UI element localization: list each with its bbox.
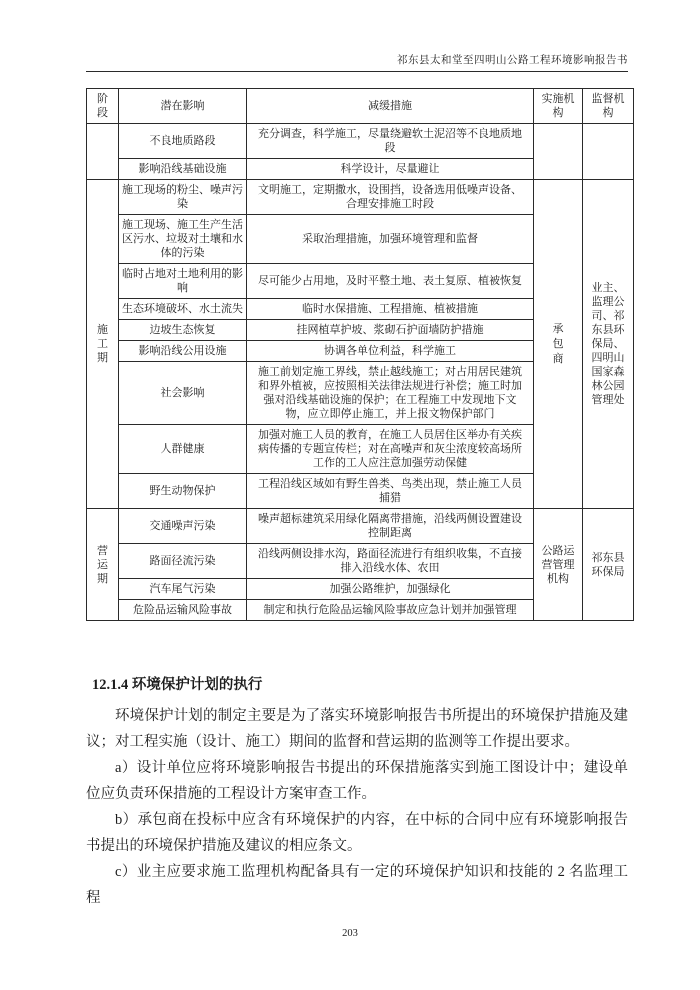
impact-cell: 汽车尾气污染: [119, 579, 247, 600]
measure-cell: 加强对施工人员的教育，在施工人员居住区举办有关疾病传播的专题宣传栏；对在高噪声和灰尘浓度较高场所工作的工人应注意加强劳动保健: [247, 425, 534, 474]
paragraph: 环境保护计划的制定主要是为了落实环境影响报告书所提出的环境保护措施及建议；对工程实施（设计、施工）期间的监督和营运期的监测等工作提出要求。: [86, 708, 628, 750]
column-header: 潜在影响: [119, 89, 247, 124]
impact-cell: 生态环境破坏、水土流失: [119, 299, 247, 320]
supervisor-cell: [583, 124, 634, 180]
impact-cell: 施工现场、施工生产生活区污水、垃圾对土壤和水体的污染: [119, 215, 247, 264]
measure-cell: 工程沿线区域如有野生兽类、鸟类出现，禁止施工人员捕猎: [247, 474, 534, 509]
phase-cell: 营运期: [87, 509, 119, 621]
measure-cell: 施工前划定施工界线，禁止越线施工；对占用居民建筑和界外植被，应按照相关法律法规进行补偿；施工时加强对沿线基础设施的保护；在工程施工中发现地下文物，应立即停止施工，并上报文物保护部门: [247, 362, 534, 425]
impact-cell: 路面径流污染: [119, 544, 247, 579]
phase-cell: 施工期: [87, 180, 119, 509]
paragraph: b）承包商在投标中应含有环境保护的内容，在中标的合同中应有环境影响报告书提出的环境保护措施及建议的相应条文。: [86, 812, 628, 854]
impact-cell: 边坡生态恢复: [119, 320, 247, 341]
measure-cell: 充分调查，科学施工，尽量绕避软土泥沼等不良地质地段: [247, 124, 534, 159]
column-header: 监督机构: [583, 89, 634, 124]
impact-mitigation-table: [86, 88, 634, 621]
measure-cell: 临时水保措施、工程措施、植被措施: [247, 299, 534, 320]
measure-cell: 协调各单位利益，科学施工: [247, 341, 534, 362]
impact-cell: 影响沿线公用设施: [119, 341, 247, 362]
table-row: [87, 180, 634, 215]
impact-cell: 危险品运输风险事故: [119, 600, 247, 621]
impact-cell: 社会影响: [119, 362, 247, 425]
header-row: [87, 89, 634, 124]
impact-cell: 交通噪声污染: [119, 509, 247, 544]
impact-cell: 施工现场的粉尘、噪声污染: [119, 180, 247, 215]
measure-cell: 尽可能少占用地，及时平整土地、表土复原、植被恢复: [247, 264, 534, 299]
implementer-label: 承包商: [552, 322, 564, 365]
impact-cell: 不良地质路段: [119, 124, 247, 159]
section-body: [86, 674, 628, 911]
table-head: [87, 89, 634, 124]
column-header: 阶段: [87, 89, 119, 124]
impact-cell: 人群健康: [119, 425, 247, 474]
column-header: 减缓措施: [247, 89, 534, 124]
measure-cell: 科学设计，尽量避让: [247, 159, 534, 180]
impact-cell: 影响沿线基础设施: [119, 159, 247, 180]
column-header: 实施机构: [534, 89, 583, 124]
implementer-cell: [534, 124, 583, 180]
impact-cell: 野生动物保护: [119, 474, 247, 509]
paragraph: a）设计单位应将环境影响报告书提出的环保措施落实到施工图设计中；建设单位应负责环保措施的工程设计方案审查工作。: [86, 760, 628, 802]
table-row: [87, 509, 634, 544]
impact-cell: 临时占地对土地利用的影响: [119, 264, 247, 299]
implementer-cell: 公路运营管理机构: [534, 509, 583, 621]
section-heading: 12.1.4 环境保护计划的执行: [92, 677, 263, 693]
measure-cell: 挂网植草护坡、浆砌石护面墙防护措施: [247, 320, 534, 341]
measure-cell: 沿线两侧设排水沟，路面径流进行有组织收集，不直接排入沿线水体、农田: [247, 544, 534, 579]
supervisor-cell: 业主、监理公司、祁东县环保局、四明山国家森林公园管理处: [583, 180, 634, 509]
paragraph: c）业主应要求施工监理机构配备具有一定的环境保护知识和技能的 2 名监理工程: [86, 864, 628, 906]
measure-cell: 噪声超标建筑采用绿化隔离带措施，沿线两侧设置建设控制距离: [247, 509, 534, 544]
implementer-cell: [534, 180, 583, 509]
page-number: 203: [342, 928, 358, 939]
phase-cell: [87, 124, 119, 180]
measure-cell: 加强公路维护，加强绿化: [247, 579, 534, 600]
header-title: 祁东县太和堂至四明山公路工程环境影响报告书: [397, 55, 628, 66]
measure-cell: 采取治理措施，加强环境管理和监督: [247, 215, 534, 264]
table-body: [87, 124, 634, 621]
running-header: [86, 52, 628, 72]
measure-cell: 制定和执行危险品运输风险事故应急计划并加强管理: [247, 600, 534, 621]
table-row: [87, 124, 634, 159]
measure-cell: 文明施工，定期撒水，设围挡，设备选用低噪声设备、合理安排施工时段: [247, 180, 534, 215]
supervisor-cell: 祁东县环保局: [583, 509, 634, 621]
